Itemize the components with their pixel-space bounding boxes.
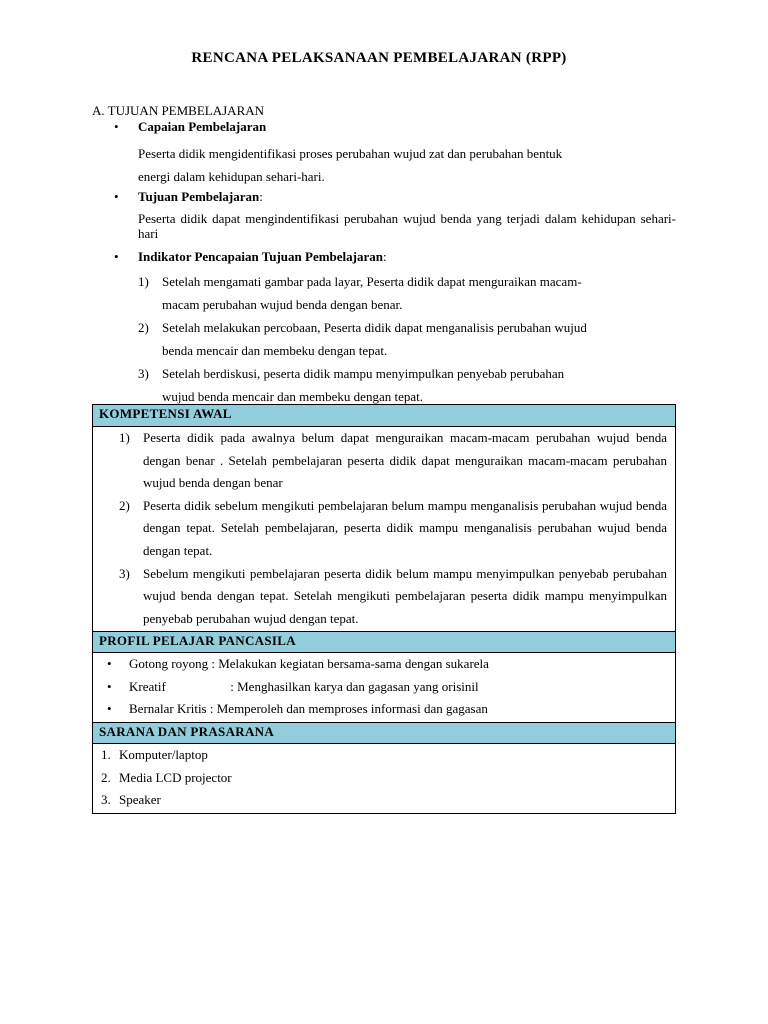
profil-item [107,676,675,699]
kompetensi-awal-list [93,427,675,631]
capaian-title: Capaian Pembelajaran [138,119,267,134]
kompetensi-awal-item [119,563,667,631]
bullet-icon: • [114,249,119,264]
indikator-line: macam perubahan wujud benda dengan benar. [162,297,403,312]
profil-value: : Melakukan kegiatan bersama-sama dengan sukarela [211,656,489,671]
indikator-item [138,270,676,316]
indikator-line: wujud benda mencair dan membeku dengan tepat. [162,389,423,404]
sarana-item [101,789,675,812]
indikator-item [138,362,676,408]
tujuan-title [138,188,676,206]
sarana-text: Komputer/laptop [119,747,208,762]
kompetensi-awal-text: Peserta didik pada awalnya belum dapat menguraikan macam-macam perubahan wujud benda dengan benar . Setelah pembelajaran peserta didik dapat menguraikan macam-macam perubahan wujud benda dengan benar [143,430,667,491]
sarana-item [101,744,675,767]
tujuan-bullets [92,118,676,408]
bullet-icon: • [107,678,112,694]
sarana-heading: SARANA DAN PRASARANA [93,722,675,744]
tujuan-title-text: Tujuan Pembelajaran [138,189,260,204]
profil-pelajar-heading: PROFIL PELAJAR PANCASILA [93,631,675,653]
indikator-line: Setelah berdiskusi, peserta didik mampu menyimpulkan penyebab perubahan [162,366,565,381]
profil-key: Kreatif [129,678,166,694]
kompetensi-awal-item [119,427,667,495]
capaian-text [138,142,676,188]
competency-table [92,404,676,814]
bullet-icon: • [114,119,119,134]
indikator-item [138,316,676,362]
profil-value: : Memperoleh dan memproses informasi dan gagasan [209,701,488,717]
sarana-text: Speaker [119,792,161,808]
sarana-item [101,767,675,790]
kompetensi-awal-heading: KOMPETENSI AWAL [93,405,675,427]
sarana-text: Media LCD projector [119,769,232,785]
kompetensi-awal-number: 1) [119,430,130,445]
profil-pelajar-list [93,653,675,722]
document-title: RENCANA PELAKSANAAN PEMBELAJARAN (RPP) [191,50,567,66]
kompetensi-awal-text: Sebelum mengikuti pembelajaran peserta didik belum mampu menyimpulkan penyebab perubahan wujud benda dengan tepat. Setelah mengikuti pembelajaran peserta didik mampu menyimpulkan penyebab perubahan wujud dengan tepat. [143,565,667,626]
bullet-tujuan [92,188,676,248]
kompetensi-awal-item [119,495,667,563]
tujuan-text: Peserta didik dapat mengindentifikasi perubahan wujud benda yang terjadi dalam kehidupan sehari-hari [138,211,676,241]
indikator-number: 1) [138,274,149,289]
profil-item [107,698,675,721]
indikator-line: Setelah mengamati gambar pada layar, Peserta didik dapat menguraikan macam- [162,274,582,289]
profil-value: : Menghasilkan karya dan gagasan yang orisinil [230,678,479,694]
indikator-line: Setelah melakukan percobaan, Peserta didik dapat menganalisis perubahan wujud [162,320,587,335]
indikator-title-colon: : [383,249,387,264]
profil-key: Gotong royong [129,656,209,671]
bullet-indikator [92,248,676,408]
indikator-list [138,270,676,408]
indikator-number: 3) [138,366,149,381]
sarana-number: 1. [101,747,111,762]
capaian-line-2: energi dalam kehidupan sehari-hari. [138,169,325,184]
profil-key: Bernalar Kritis [129,701,207,717]
indikator-title [138,248,676,266]
tujuan-title-colon: : [259,189,263,204]
indikator-number: 2) [138,320,149,335]
capaian-line-1: Peserta didik mengidentifikasi proses perubahan wujud zat dan perubahan bentuk [138,146,563,161]
bullet-icon: • [107,701,112,717]
sarana-list [93,744,675,812]
kompetensi-awal-text: Peserta didik sebelum mengikuti pembelajaran belum mampu menganalisis perubahan wujud benda dengan tepat. Setelah pembelajaran, peserta didik mampu menganalisis perubahan wujud benda dengan tepat. [143,497,667,558]
indikator-title-text: Indikator Pencapaian Tujuan Pembelajaran [138,249,384,264]
bullet-icon: • [114,189,119,204]
section-heading-tujuan: A. TUJUAN PEMBELAJARAN [92,103,265,118]
indikator-line: benda mencair dan membeku dengan tepat. [162,343,388,358]
sarana-number: 3. [101,792,111,808]
sarana-number: 2. [101,769,111,785]
bullet-icon: • [107,656,112,671]
bullet-capaian [92,118,676,188]
kompetensi-awal-number: 2) [119,497,130,513]
kompetensi-awal-number: 3) [119,565,130,581]
profil-item [107,653,675,676]
